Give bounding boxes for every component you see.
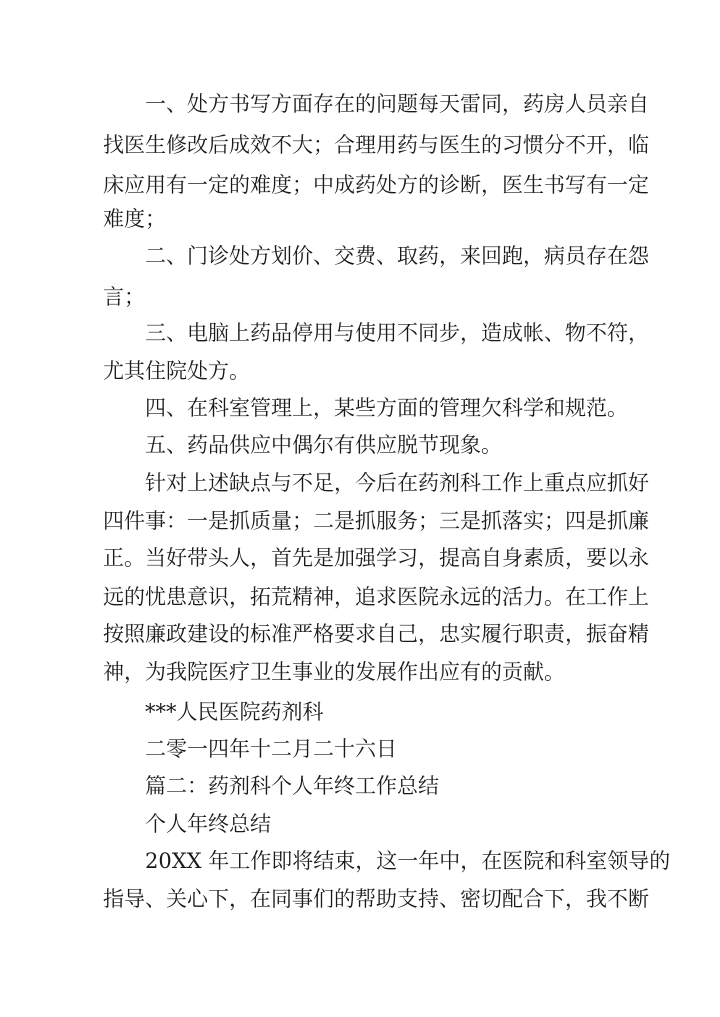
paragraph-1-line-1: 一 、 处 方 书 写 方 面 存 在 的 问 题 每 天 雷 同 ， 药 房 人 员 亲 自 [145, 92, 649, 116]
paragraph-6-line-1: 针 对 上 述 缺 点 与 不 足 ， 今 后 在 药 剂 科 工 作 上 重 点 应 抓 好 [145, 471, 649, 495]
paragraph-6-line-4: 远 的 忧 患 意 识 ， 拓 荒 精 神 ， 追 求 医 院 永 远 的 活 力 。 在 工 作 上 [103, 585, 649, 609]
paragraph-3-line-1: 三 、 电 脑 上 药 品 停 用 与 使 用 不 同 步 ， 造 成 帐 、 物 不 符 ， [145, 321, 649, 345]
paragraph-4-line-1: 四 、 在 科 室 管 理 上 ， 某 些 方 面 的 管 理 欠 科 学 和 规 范 。 [145, 396, 628, 420]
paragraph-1-line-2: 找 医 生 修 改 后 成 效 不 大 ； 合 理 用 药 与 医 生 的 习 惯 分 不 开 ， 临 [103, 133, 649, 157]
signature-department: ***人民医院药剂科 [145, 700, 324, 724]
paragraph-6-line-5: 按 照 廉 政 建 设 的 标 准 严 格 要 求 自 己 ， 忠 实 履 行 职 责 ， 振 奋 精 [103, 622, 649, 646]
paragraph-2-line-2: 言； [103, 285, 145, 309]
signature-date: 二零一四年十二月二十六日 [145, 737, 397, 761]
paragraph-3-line-2: 尤其住院处方。 [103, 359, 250, 383]
paragraph-7-line-1: 20XX 年工作即将结束，这一年中，在医院和科室领导的 [145, 849, 671, 873]
paragraph-6-line-2: 四 件 事 ： 一 是 抓 质 量 ； 二 是 抓 服 务 ； 三 是 抓 落 实 ； 四 是 抓 廉 [103, 509, 649, 533]
paragraph-7-line-2: 指 导 、 关 心 下 ， 在 同 事 们 的 帮 助 支 持 、 密 切 配 合 下 ， 我 不 断 [103, 887, 649, 911]
paragraph-6-line-6: 神，为我院医疗卫生事业的发展作出应有的贡献。 [103, 660, 565, 684]
paragraph-1-line-3: 床 应 用 有 一 定 的 难 度 ； 中 成 药 处 方 的 诊 断 ， 医 生 书 写 有 一 定 [103, 173, 649, 197]
paragraph-6-line-3: 正 。 当 好 带 头 人 ， 首 先 是 加 强 学 习 ， 提 高 自 身 素 质 ， 要 以 永 [103, 546, 649, 570]
paragraph-1-line-4: 难度； [103, 207, 166, 231]
section-subtitle: 个人年终总结 [145, 812, 271, 836]
paragraph-2-line-1: 二 、 门 诊 处 方 划 价 、 交 费 、 取 药 ， 来 回 跑 ， 病 员 存 在 怨 [145, 244, 649, 268]
section-title: 篇二：药剂科个人年终工作总结 [145, 774, 439, 798]
paragraph-5-line-1: 五、药品供应中偶尔有供应脱节现象。 [145, 433, 502, 457]
